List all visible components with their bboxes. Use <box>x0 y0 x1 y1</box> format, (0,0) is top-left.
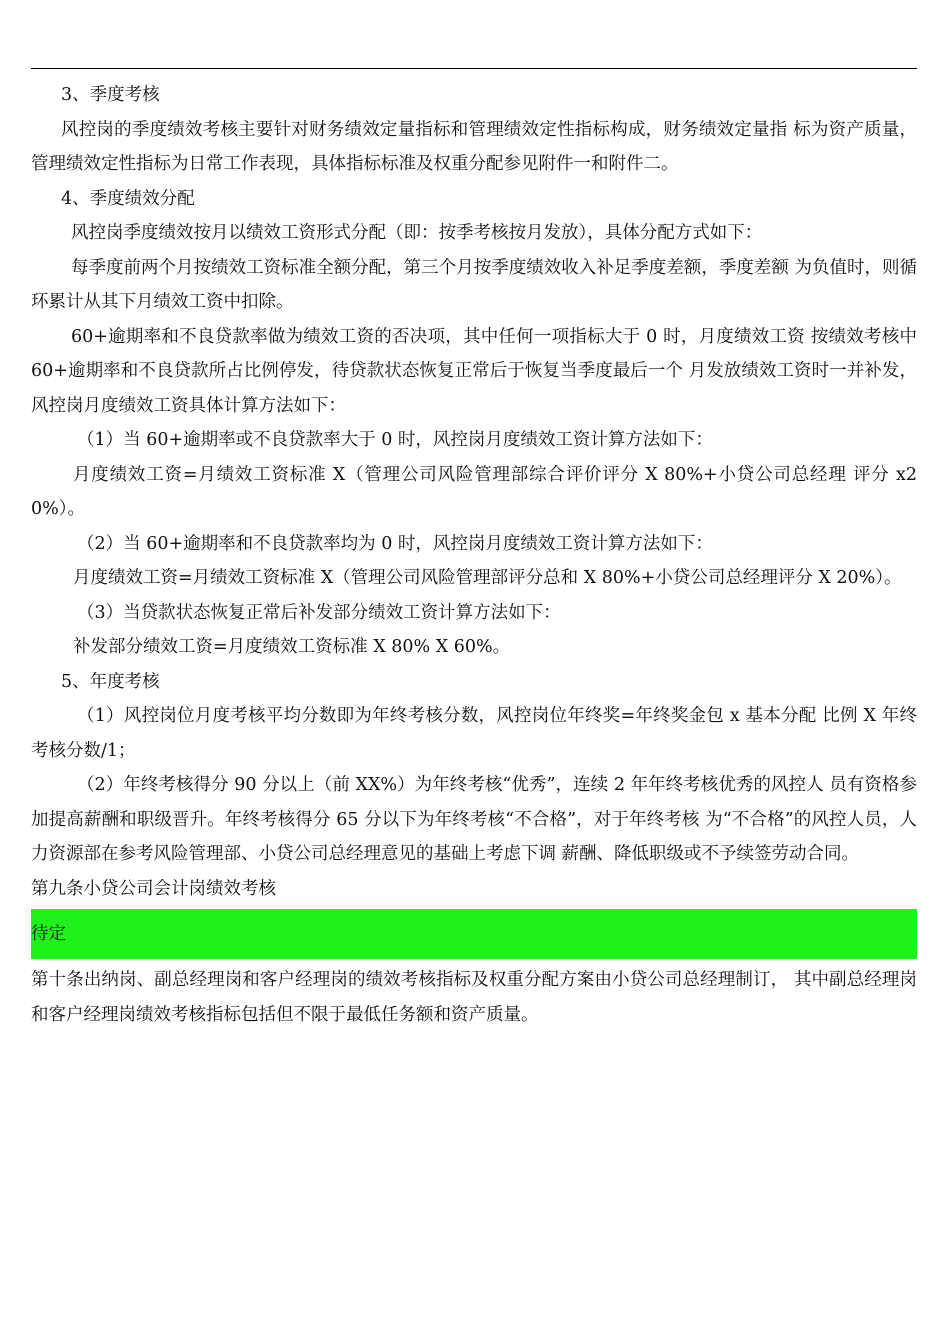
highlighted-pending-text: 待定 <box>31 909 917 959</box>
section-heading-quarterly-assessment: 3、季度考核 <box>61 85 160 105</box>
paragraph-case-1: （1）当 60+逾期率或不良贷款率大于 0 时，风控岗月度绩效工资计算方法如下： <box>77 430 713 450</box>
paragraph-formula-1: 月度绩效工资=月绩效工资标准 X（管理公司风险管理部综合评价评分 X 80%+小贷公司总经理 评分 x20%）。 <box>31 464 917 519</box>
article-ten-paragraph: 第十条出纳岗、副总经理岗和客户经理岗的绩效考核指标及权重分配方案由小贷公司总经理制订， 其中副总经理岗和客户经理岗绩效考核指标包括但不限于最低任务额和资产质量。 <box>31 970 917 1025</box>
paragraph-case-3: （3）当贷款状态恢复正常后补发部分绩效工资计算方法如下： <box>77 602 561 623</box>
paragraph-formula-3: 补发部分绩效工资=月度绩效工资标准 X 80% X 60%。 <box>73 637 511 657</box>
paragraph-annual-2: （2）年终考核得分 90 分以上（前 XX%）为年终考核“优秀”，连续 2 年年终考核优秀的风控人 员有资格参加提高薪酬和职级晋升。年终考核得分 65 分以下为年终考核“不合格”，对于年终考核 为“不合格”的风控人员，人力资源部在参考风险管理部、小贷公司总经理意见的基础上考虑下调 薪酬、降低职级或不予续签劳动合同。 <box>31 775 917 864</box>
section-heading-quarterly-distribution: 4、季度绩效分配 <box>61 188 195 209</box>
paragraph-annual-1: （1）风控岗位月度考核平均分数即为年终考核分数，风控岗位年终奖=年终奖金包 x 基本分配 比例 X 年终考核分数/1； <box>31 706 917 761</box>
paragraph-quarterly-assessment: 风控岗的季度绩效考核主要针对财务绩效定量指标和管理绩效定性指标构成，财务绩效定量指 标为资产质量，管理绩效定性指标为日常工作表现，具体指标标准及权重分配参见附件一和附件二。 <box>31 119 917 174</box>
section-heading-annual-assessment: 5、年度考核 <box>61 671 160 692</box>
paragraph-case-2: （2）当 60+逾期率和不良贷款率均为 0 时，风控岗月度绩效工资计算方法如下： <box>77 533 713 554</box>
header-rule <box>31 68 917 69</box>
paragraph-distribution-method: 风控岗季度绩效按月以绩效工资形式分配（即：按季考核按月发放），具体分配方式如下： <box>71 223 763 243</box>
article-nine-heading: 第九条小贷公司会计岗绩效考核 <box>31 878 276 899</box>
paragraph-monthly-distribution: 每季度前两个月按绩效工资标准全额分配，第三个月按季度绩效收入补足季度差额，季度差额 为负值时，则循环累计从其下月绩效工资中扣除。 <box>31 257 917 312</box>
paragraph-formula-2: 月度绩效工资=月绩效工资标准 X（管理公司风险管理部评分总和 X 80%+小贷公司总经理评分 X 20%）。 <box>73 568 902 588</box>
paragraph-veto-items: 60+逾期率和不良贷款率做为绩效工资的否决项，其中任何一项指标大于 0 时，月度绩效工资 按绩效考核中 60+逾期率和不良贷款所占比例停发，待贷款状态恢复正常后于恢复当季度最后一个 月发放绩效工资时一并补发，风控岗月度绩效工资具体计算方法如下： <box>31 326 918 416</box>
document-body <box>31 78 917 1032</box>
